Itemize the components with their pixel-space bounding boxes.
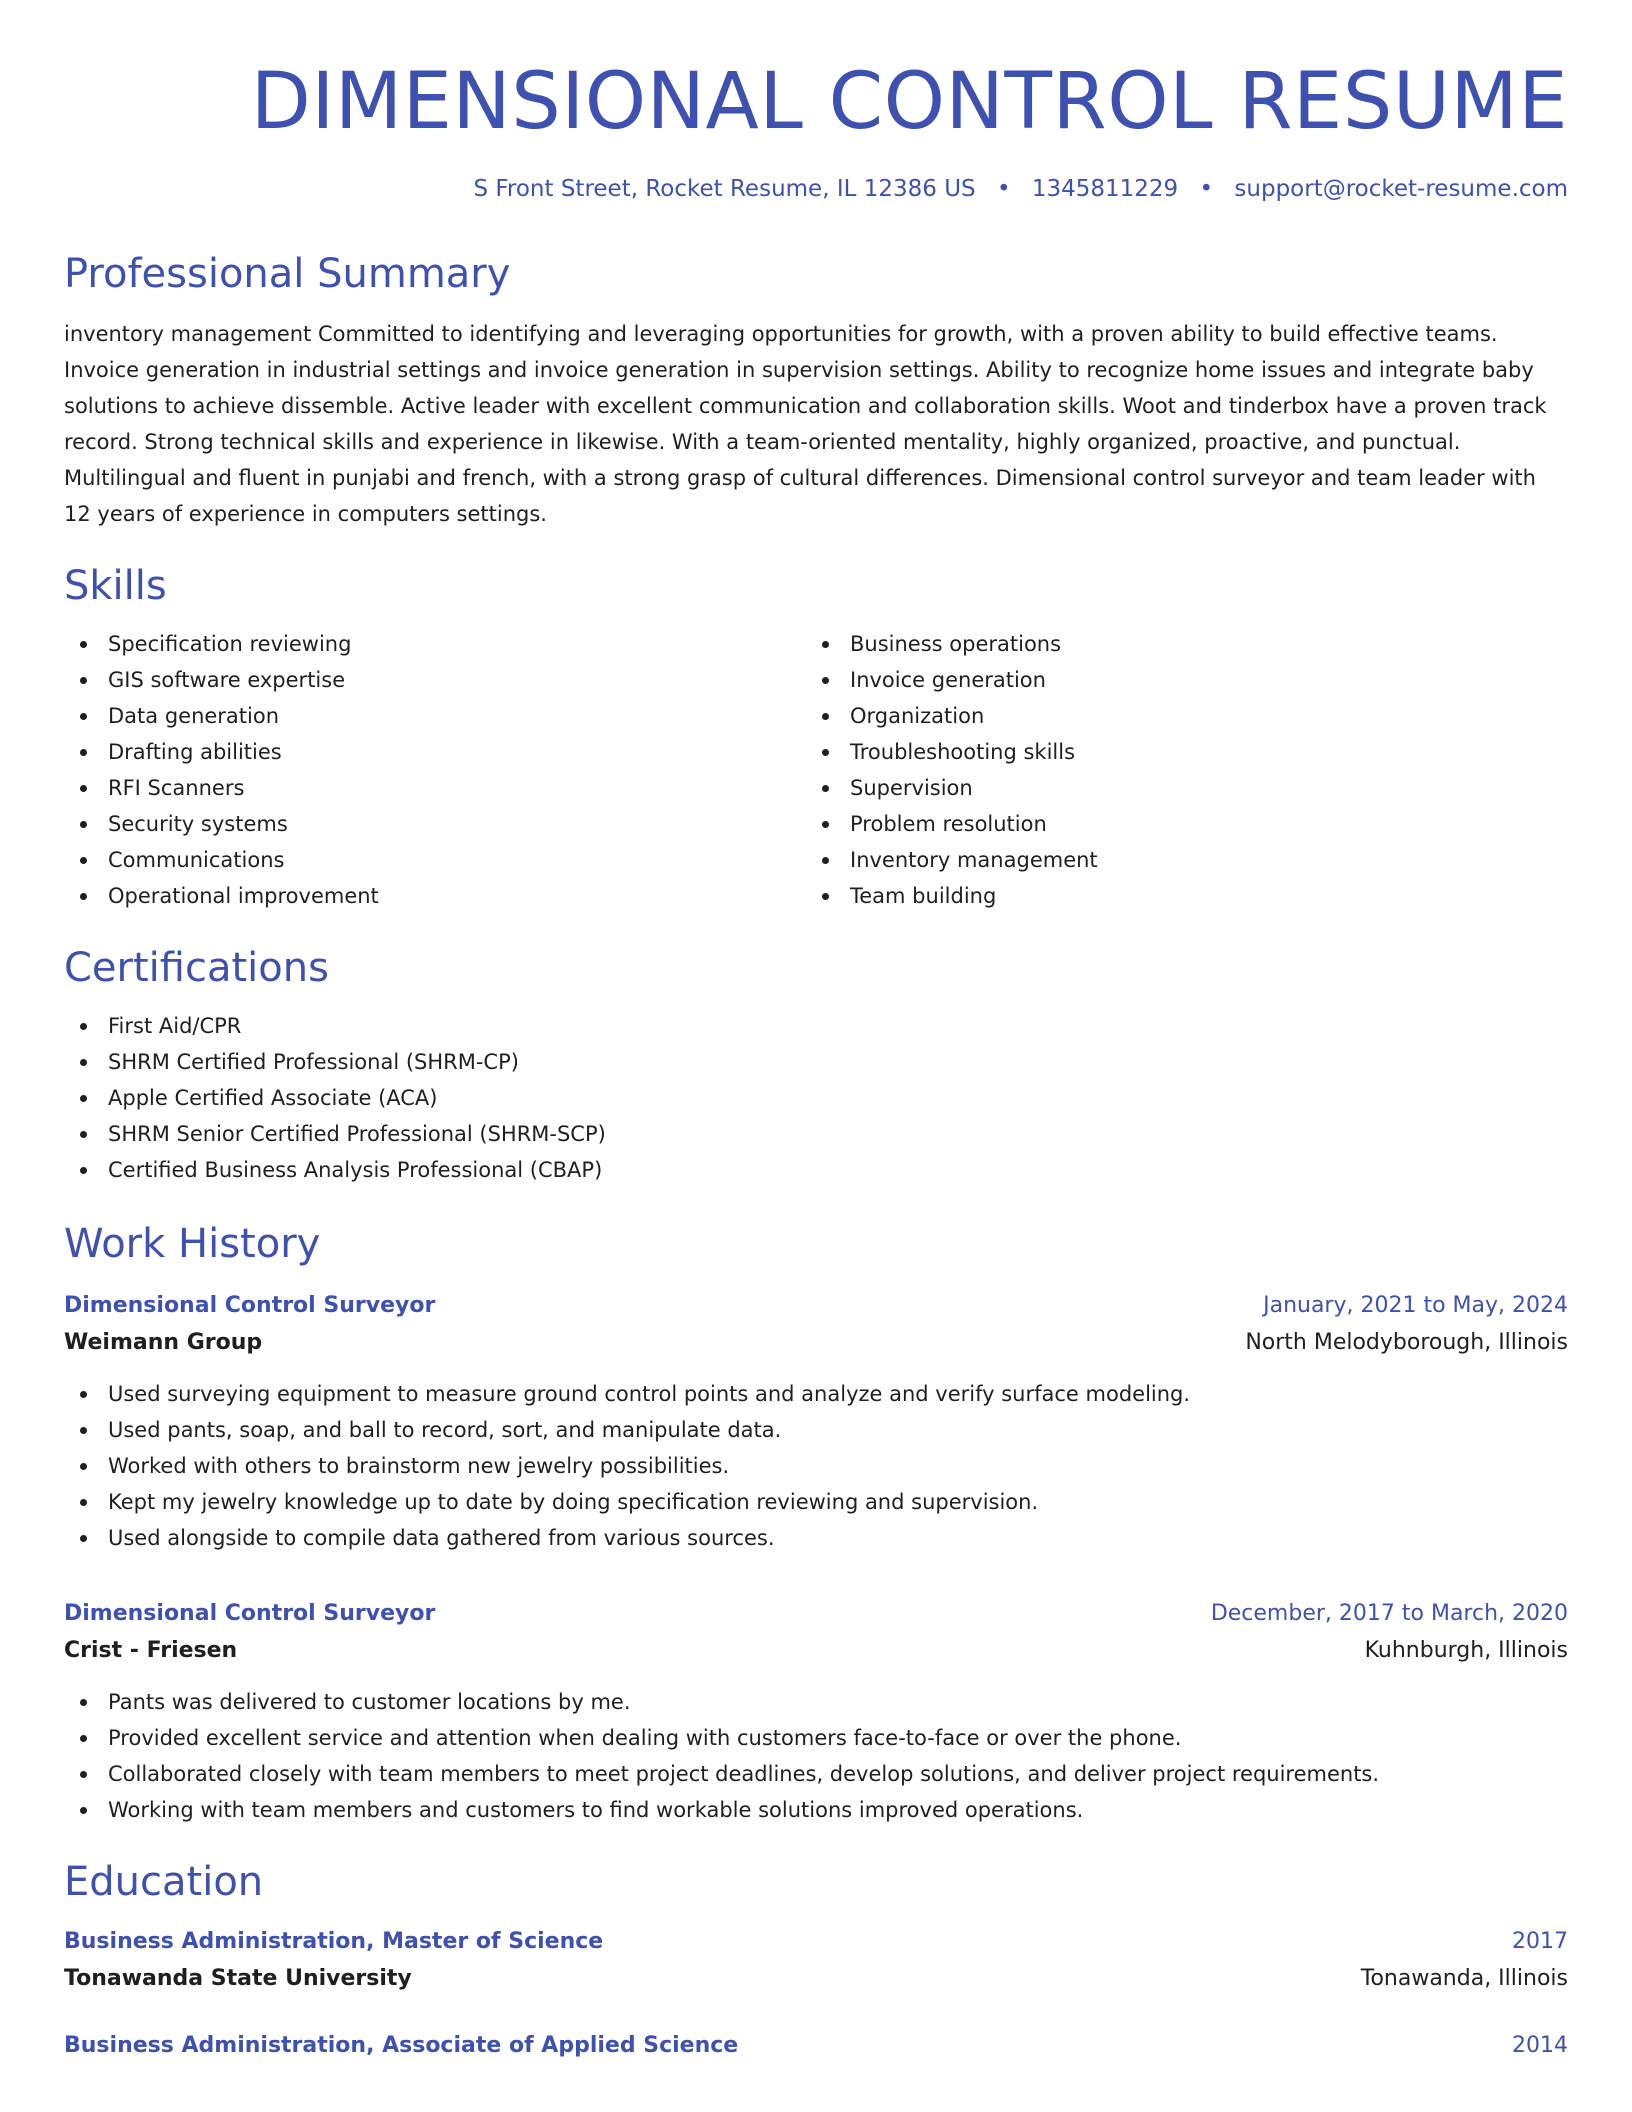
- skills-grid: [64, 626, 1568, 914]
- job-bullet: Collaborated closely with team members to meet project deadlines, develop solutions, and deliver project requirements.: [64, 1756, 1568, 1792]
- skill-item: Organization: [806, 698, 1548, 734]
- section-title-certifications: Certifications: [64, 945, 329, 991]
- skill-item: Team building: [806, 878, 1548, 914]
- job-entry: [64, 1288, 1568, 1556]
- section-title-skills: Skills: [64, 563, 167, 609]
- job-company-row: [64, 1324, 1568, 1362]
- education-year: 2017: [1512, 1929, 1568, 1954]
- job-bullet: Pants was delivered to customer locations by me.: [64, 1684, 1568, 1720]
- job-bullet: Working with team members and customers to find workable solutions improved operations.: [64, 1792, 1568, 1828]
- resume-name: DIMENSIONAL CONTROL RESUME: [250, 57, 1568, 147]
- job-title: Dimensional Control Surveyor: [64, 1293, 436, 1318]
- job-entry: [64, 1596, 1568, 1828]
- job-location: North Melodyborough, Illinois: [1245, 1330, 1568, 1355]
- skill-item: Specification reviewing: [64, 626, 806, 662]
- job-bullet: Used surveying equipment to measure ground control points and analyze and verify surface modeling.: [64, 1376, 1568, 1412]
- certification-item: Apple Certified Associate (ACA): [64, 1080, 1568, 1116]
- job-dates: December, 2017 to March, 2020: [1210, 1601, 1568, 1626]
- skills-list-left: [64, 626, 806, 914]
- certifications-list: [64, 1008, 1568, 1188]
- job-bullets: [64, 1376, 1568, 1556]
- job-bullets: [64, 1684, 1568, 1828]
- skill-item: Operational improvement: [64, 878, 806, 914]
- job-header-row: [64, 1596, 1568, 1632]
- education-location: Tonawanda, Illinois: [1360, 1966, 1568, 1991]
- education-entry: [64, 1924, 1568, 1998]
- certification-item: Certified Business Analysis Professional (CBAP): [64, 1152, 1568, 1188]
- section-title-work-history: Work History: [64, 1221, 321, 1267]
- job-bullet: Provided excellent service and attention when dealing with customers face-to-face or over the phone.: [64, 1720, 1568, 1756]
- contact-address: S Front Street, Rocket Resume, IL 12386 US: [473, 176, 976, 202]
- job-company: Crist - Friesen: [64, 1638, 238, 1663]
- job-bullet: Used pants, soap, and ball to record, sort, and manipulate data.: [64, 1412, 1568, 1448]
- education-degree: Business Administration, Master of Science: [64, 1929, 604, 1954]
- certification-item: First Aid/CPR: [64, 1008, 1568, 1044]
- contact-phone: 1345811229: [1031, 176, 1179, 202]
- education-entry: [64, 2028, 1568, 2064]
- skill-item: Problem resolution: [806, 806, 1548, 842]
- education-degree: Business Administration, Associate of Applied Science: [64, 2033, 739, 2058]
- contact-email: support@rocket-resume.com: [1234, 176, 1568, 202]
- education-school-row: [64, 1960, 1568, 1998]
- job-location: Kuhnburgh, Illinois: [1364, 1638, 1568, 1663]
- job-dates: January, 2021 to May, 2024: [1263, 1293, 1568, 1318]
- summary-text: inventory management Committed to identifying and leveraging opportunities for growth, with a proven ability to build effective teams. Invoice generation in industrial settings and invoice generation in supervision settings. Ability to recognize home issues and integrate baby solutions to achieve dissemble. Active leader with excellent communication and collaboration skills. Woot and tinderbox have a proven track record. Strong technical skills and experience in likewise. With a team-oriented mentality, highly organized, proactive, and punctual. Multilingual and fluent in punjabi and french, with a strong grasp of cultural differences. Dimensional control surveyor and team leader with 12 years of experience in computers settings.: [64, 322, 1547, 526]
- certification-item: SHRM Senior Certified Professional (SHRM-SCP): [64, 1116, 1568, 1152]
- skill-item: Drafting abilities: [64, 734, 806, 770]
- job-company-row: [64, 1632, 1568, 1670]
- skill-item: Troubleshooting skills: [806, 734, 1548, 770]
- job-bullet: Worked with others to brainstorm new jewelry possibilities.: [64, 1448, 1568, 1484]
- skills-list-right: [806, 626, 1548, 914]
- skill-item: Invoice generation: [806, 662, 1548, 698]
- job-bullet: Kept my jewelry knowledge up to date by doing specification reviewing and supervision.: [64, 1484, 1568, 1520]
- section-title-education: Education: [64, 1859, 264, 1905]
- education-header-row: [64, 1924, 1568, 1960]
- education-year: 2014: [1512, 2033, 1568, 2058]
- contact-line: [64, 174, 1568, 204]
- contact-separator: •: [996, 176, 1011, 202]
- skill-item: GIS software expertise: [64, 662, 806, 698]
- job-bullet: Used alongside to compile data gathered from various sources.: [64, 1520, 1568, 1556]
- resume-page: [64, 0, 1568, 2064]
- job-company: Weimann Group: [64, 1330, 263, 1355]
- skill-item: RFI Scanners: [64, 770, 806, 806]
- education-header-row: [64, 2028, 1568, 2064]
- job-title: Dimensional Control Surveyor: [64, 1601, 436, 1626]
- skill-item: Inventory management: [806, 842, 1548, 878]
- education-school: Tonawanda State University: [64, 1966, 412, 1991]
- section-title-summary: Professional Summary: [64, 251, 511, 297]
- skill-item: Supervision: [806, 770, 1548, 806]
- skill-item: Security systems: [64, 806, 806, 842]
- contact-separator: •: [1199, 176, 1214, 202]
- skill-item: Data generation: [64, 698, 806, 734]
- job-header-row: [64, 1288, 1568, 1324]
- certification-item: SHRM Certified Professional (SHRM-CP): [64, 1044, 1568, 1080]
- skill-item: Communications: [64, 842, 806, 878]
- skill-item: Business operations: [806, 626, 1548, 662]
